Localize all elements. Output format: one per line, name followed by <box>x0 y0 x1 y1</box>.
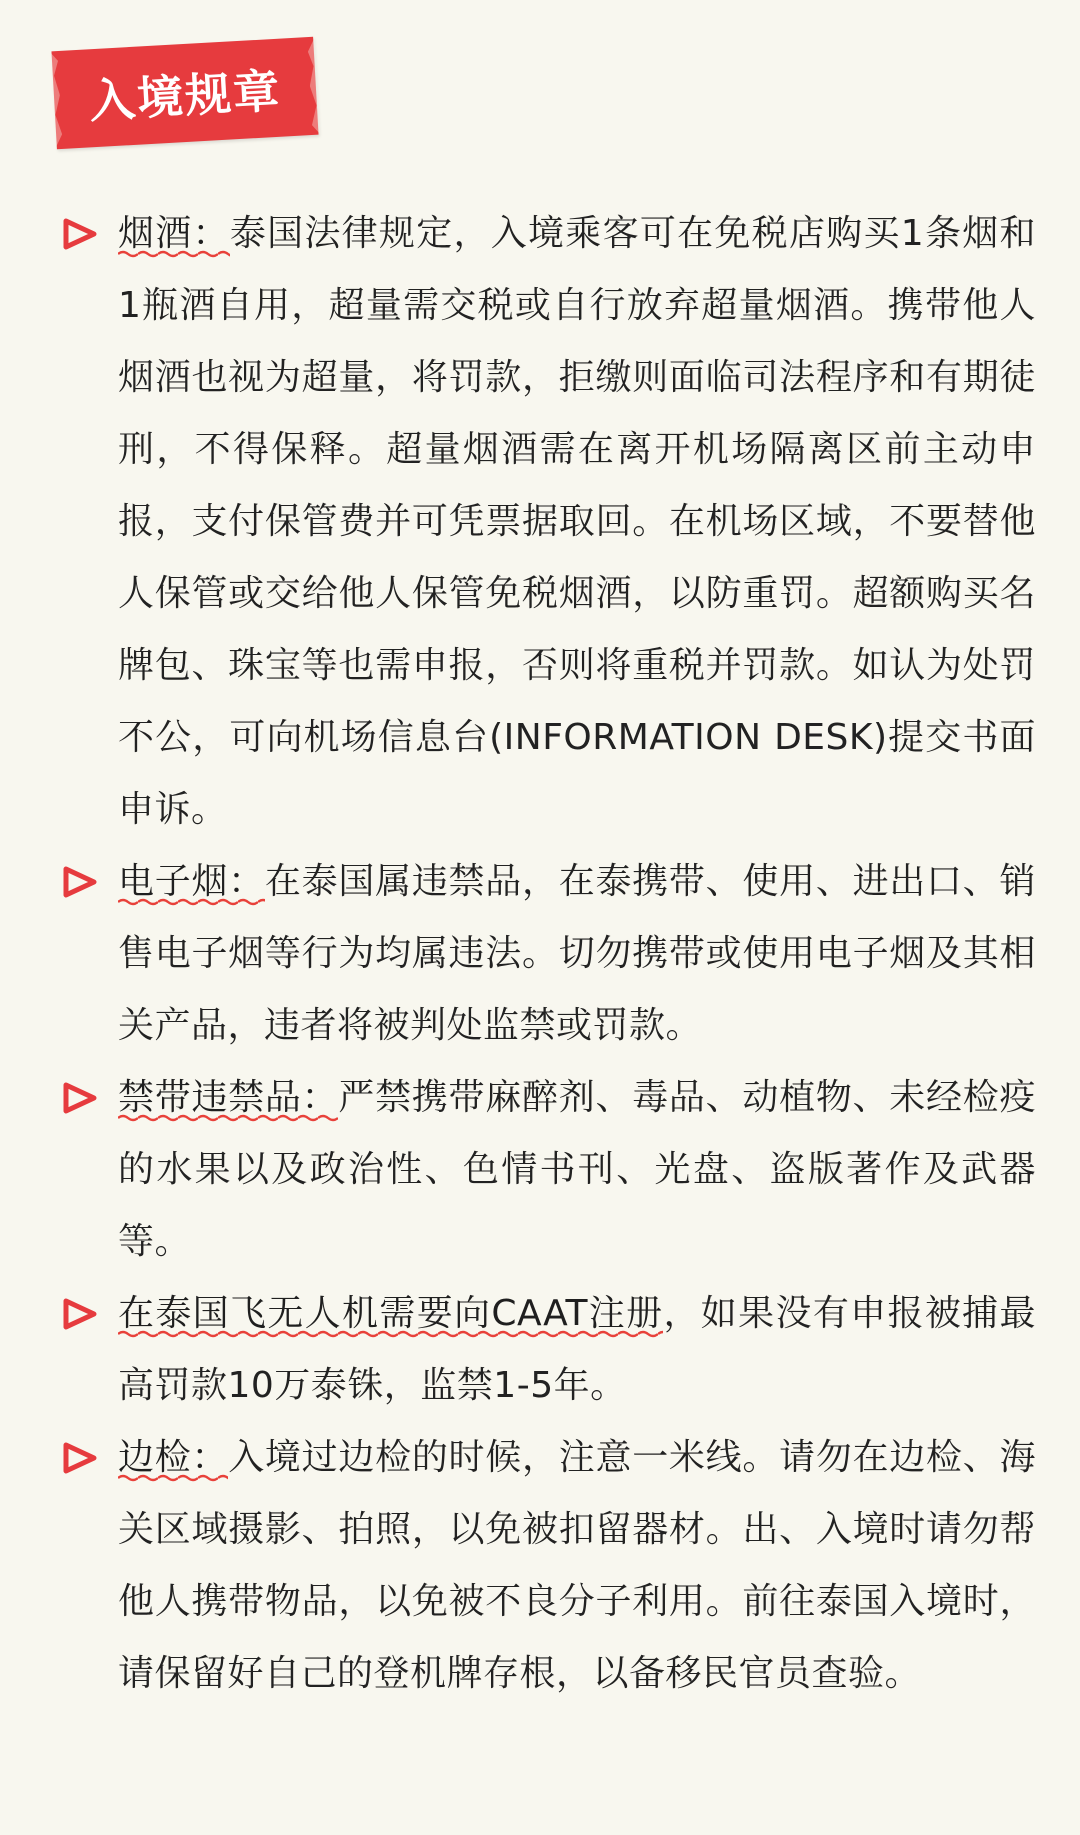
rule-key: 边检： <box>118 1437 228 1482</box>
triangle-play-icon <box>60 1296 100 1332</box>
rules-list <box>56 198 1036 1710</box>
list-item <box>56 846 1036 1062</box>
triangle-play-icon <box>60 216 100 252</box>
list-item <box>56 1422 1036 1710</box>
rule-text: 入境过边检的时候，注意一米线。请勿在边检、海关区域摄影、拍照，以免被扣留器材。出、入境时请勿帮他人携带物品，以免被不良分子利用。前往泰国入境时，请保留好自己的登机牌存根，以备移民官员查验。 <box>118 1437 1036 1694</box>
rule-text: ，如果没有申报被捕最高罚款10万泰铢，监禁1-5年。 <box>118 1293 1036 1406</box>
rule-paragraph <box>118 846 1036 1062</box>
rule-paragraph <box>118 1062 1036 1278</box>
list-item <box>56 198 1036 846</box>
rule-paragraph <box>118 1422 1036 1710</box>
rule-paragraph <box>118 1278 1036 1422</box>
rule-key: 禁带违禁品： <box>118 1077 338 1122</box>
rule-key: 烟酒： <box>118 213 230 258</box>
rule-text: 严禁携带麻醉剂、毒品、动植物、未经检疫的水果以及政治性、色情书刊、光盘、盗版著作及武器等。 <box>118 1077 1036 1262</box>
triangle-play-icon <box>60 1080 100 1116</box>
list-item <box>56 1062 1036 1278</box>
page-title: 入境规章 <box>87 63 283 129</box>
rule-text: 泰国法律规定，入境乘客可在免税店购买1条烟和1瓶酒自用，超量需交税或自行放弃超量烟酒。携带他人烟酒也视为超量，将罚款，拒缴则面临司法程序和有期徒刑，不得保释。超量烟酒需在离开机场隔离区前主动申报，支付保管费并可凭票据取回。在机场区域，不要替他人保管或交给他人保管免税烟酒，以防重罚。超额购买名牌包、珠宝等也需申报，否则将重税并罚款。如认为处罚不公，可向机场信息台(INFORMATION DESK)提交书面申诉。 <box>118 213 1036 830</box>
rule-key: 在泰国飞无人机需要向CAAT注册 <box>118 1293 663 1338</box>
rule-text: 在泰国属违禁品，在泰携带、使用、进出口、销售电子烟等行为均属违法。切勿携带或使用电子烟及其相关产品，违者将被判处监禁或罚款。 <box>118 861 1036 1046</box>
title-tag <box>51 37 318 149</box>
triangle-play-icon <box>60 864 100 900</box>
rule-key: 电子烟： <box>118 861 265 906</box>
list-item <box>56 1278 1036 1422</box>
triangle-play-icon <box>60 1440 100 1476</box>
rule-paragraph <box>118 198 1036 846</box>
